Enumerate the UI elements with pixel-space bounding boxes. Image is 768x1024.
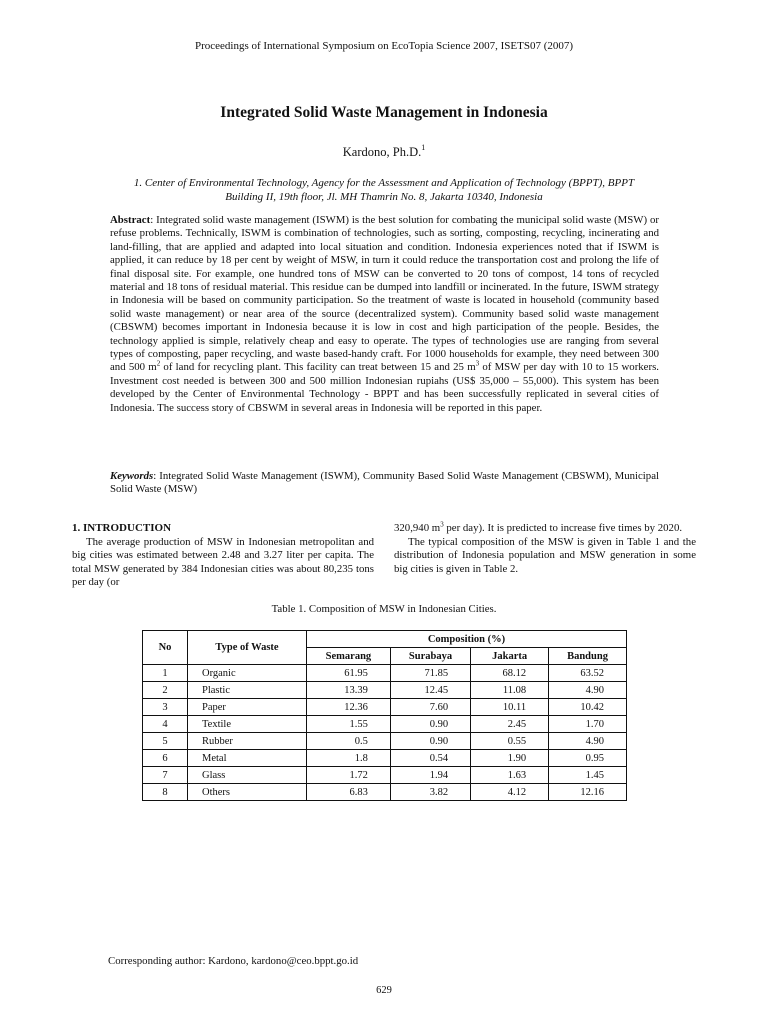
cell-value: 1.90	[471, 750, 549, 767]
cell-value: 0.90	[390, 716, 470, 733]
affiliation: 1. Center of Environmental Technology, Agency for the Assessment and Application of Technology (BPPT), BPPT Building II, 19th floor, Jl. MH Thamrin No. 8, Jakarta 10340, Indonesia	[133, 177, 635, 203]
abstract-text-2: of land for recycling plant. This facility can treat between 15 and 25 m	[160, 361, 476, 374]
intro-paragraph-1: The average production of MSW in Indonesian metropolitan and big cities was estimated between 2.48 and 3.27 liter per capita. The total MSW generated by 384 Indonesian cities was about 80,235 tons per day (or	[72, 535, 374, 589]
cell-value: 0.5	[307, 733, 391, 750]
intro-para-cont-sup: 3	[440, 520, 444, 529]
keywords	[110, 470, 659, 497]
header-city: Bandung	[549, 648, 627, 665]
abstract-text-3: of MSW per day with 10 to 15 workers. Investment cost needed is between 300 and 500 million Indonesian rupiahs (US$ 35,000 – 55,000). This system has been developed by the Center of Environmental Technology - BPPT and has been successfully replicated in several cities of Indonesia. The success story of CBSWM in several areas in Indonesia will be reported in this paper.	[110, 361, 659, 414]
cell-no: 4	[143, 716, 188, 733]
header-city: Surabaya	[390, 648, 470, 665]
cell-value: 0.55	[471, 733, 549, 750]
cell-value: 0.95	[549, 750, 627, 767]
cell-type: Organic	[188, 665, 307, 682]
running-header: Proceedings of International Symposium on EcoTopia Science 2007, ISETS07 (2007)	[194, 40, 574, 52]
abstract-sup-1: 2	[156, 359, 161, 368]
cell-no: 7	[143, 767, 188, 784]
abstract	[110, 214, 659, 415]
keywords-label: Keywords	[110, 470, 154, 482]
table-row	[143, 750, 627, 767]
author-line	[0, 143, 768, 160]
abstract-text-1: : Integrated solid waste management (ISWM) is the best solution for combating the municipal solid waste (MSW) or refuse problems. Technically, ISWM is combination of technologies, such as sorting, composting, recycling, incinerating and land-filling, that are applied and adapted into local situation and condition. Indonesia experiences noted that if ISWM is applied, it can reduce by 18 per cent by weight of MSW, in turn it could reduce the transportation cost and prolong the life of final disposal site. For example, one hundred tons of MSW can be converted to 20 tons of compost, 14 tons of recycled material and 18 tons of residual material. This residue can be dumped into landfill or incinerated. In the future, ISWM strategy in Indonesia will be based on community participation. So the treatment of waste is located in household (community based solid waste management) or near area of the source (decentralized system). Community based solid waste management (CBSWM) becomes important in Indonesia because it is low in cost and high participation of the people. Besides, the technology applied is simple, relatively cheap and easy to operate. The types of technologies use are ranging from several types of composting, paper recycling, and waste based-handy craft. For 1000 households for example, they need between 300 and 500 m	[110, 214, 659, 374]
cell-value: 1.70	[549, 716, 627, 733]
intro-paragraph-1-continued	[394, 522, 696, 536]
cell-value: 1.45	[549, 767, 627, 784]
table-row	[143, 767, 627, 784]
abstract-label: Abstract	[110, 214, 151, 226]
author-name: Kardono, Ph.D.	[342, 145, 422, 159]
cell-value: 2.45	[471, 716, 549, 733]
cell-value: 7.60	[390, 699, 470, 716]
cell-value: 6.83	[307, 784, 391, 801]
header-city: Jakarta	[471, 648, 549, 665]
table-row	[143, 682, 627, 699]
msw-composition-table	[142, 630, 627, 801]
intro-paragraph-2: The typical composition of the MSW is given in Table 1 and the distribution of Indonesia population and MSW generation in some big cities is given in Table 2.	[394, 535, 696, 575]
table-row	[143, 733, 627, 750]
section-heading-introduction: 1. INTRODUCTION	[72, 522, 172, 534]
cell-value: 63.52	[549, 665, 627, 682]
cell-value: 61.95	[307, 665, 391, 682]
intro-para-cont-a: 320,940 m	[394, 522, 441, 534]
cell-value: 1.55	[307, 716, 391, 733]
cell-type: Metal	[188, 750, 307, 767]
keywords-text: : Integrated Solid Waste Management (ISWM), Community Based Solid Waste Management (CBSWM), Municipal Solid Waste (MSW)	[110, 470, 659, 496]
column-right	[394, 522, 696, 576]
column-left	[72, 522, 374, 590]
cell-value: 4.12	[471, 784, 549, 801]
cell-value: 13.39	[307, 682, 391, 699]
intro-para-cont-b: per day). It is predicted to increase five times by 2020.	[443, 522, 683, 534]
cell-value: 11.08	[471, 682, 549, 699]
header-no: No	[143, 631, 188, 665]
table-row	[143, 699, 627, 716]
cell-no: 5	[143, 733, 188, 750]
cell-value: 12.45	[390, 682, 470, 699]
cell-no: 6	[143, 750, 188, 767]
cell-type: Textile	[188, 716, 307, 733]
corresponding-author-footnote: Corresponding author: Kardono, kardono@ceo.bppt.go.id	[108, 955, 359, 967]
cell-no: 3	[143, 699, 188, 716]
paper-title: Integrated Solid Waste Management in Indonesia	[220, 104, 548, 121]
table-row	[143, 716, 627, 733]
author-affiliation-mark: 1	[421, 143, 426, 152]
cell-value: 1.8	[307, 750, 391, 767]
cell-value: 1.63	[471, 767, 549, 784]
cell-value: 3.82	[390, 784, 470, 801]
cell-type: Rubber	[188, 733, 307, 750]
cell-value: 10.11	[471, 699, 549, 716]
cell-value: 71.85	[390, 665, 470, 682]
cell-value: 4.90	[549, 733, 627, 750]
cell-value: 68.12	[471, 665, 549, 682]
table-row	[143, 665, 627, 682]
cell-no: 1	[143, 665, 188, 682]
cell-value: 4.90	[549, 682, 627, 699]
table-caption: Table 1. Composition of MSW in Indonesian Cities.	[271, 603, 497, 615]
table-header-row-1	[143, 631, 627, 648]
cell-value: 12.16	[549, 784, 627, 801]
cell-value: 1.72	[307, 767, 391, 784]
cell-value: 10.42	[549, 699, 627, 716]
header-composition: Composition (%)	[307, 631, 627, 648]
cell-value: 1.94	[390, 767, 470, 784]
abstract-sup-2: 3	[475, 359, 480, 368]
cell-no: 8	[143, 784, 188, 801]
table-row	[143, 784, 627, 801]
cell-type: Others	[188, 784, 307, 801]
cell-value: 12.36	[307, 699, 391, 716]
cell-value: 0.54	[390, 750, 470, 767]
cell-type: Plastic	[188, 682, 307, 699]
cell-value: 0.90	[390, 733, 470, 750]
header-city: Semarang	[307, 648, 391, 665]
cell-type: Paper	[188, 699, 307, 716]
header-type-of-waste: Type of Waste	[188, 631, 307, 665]
cell-type: Glass	[188, 767, 307, 784]
cell-no: 2	[143, 682, 188, 699]
page-number: 629	[376, 985, 392, 996]
